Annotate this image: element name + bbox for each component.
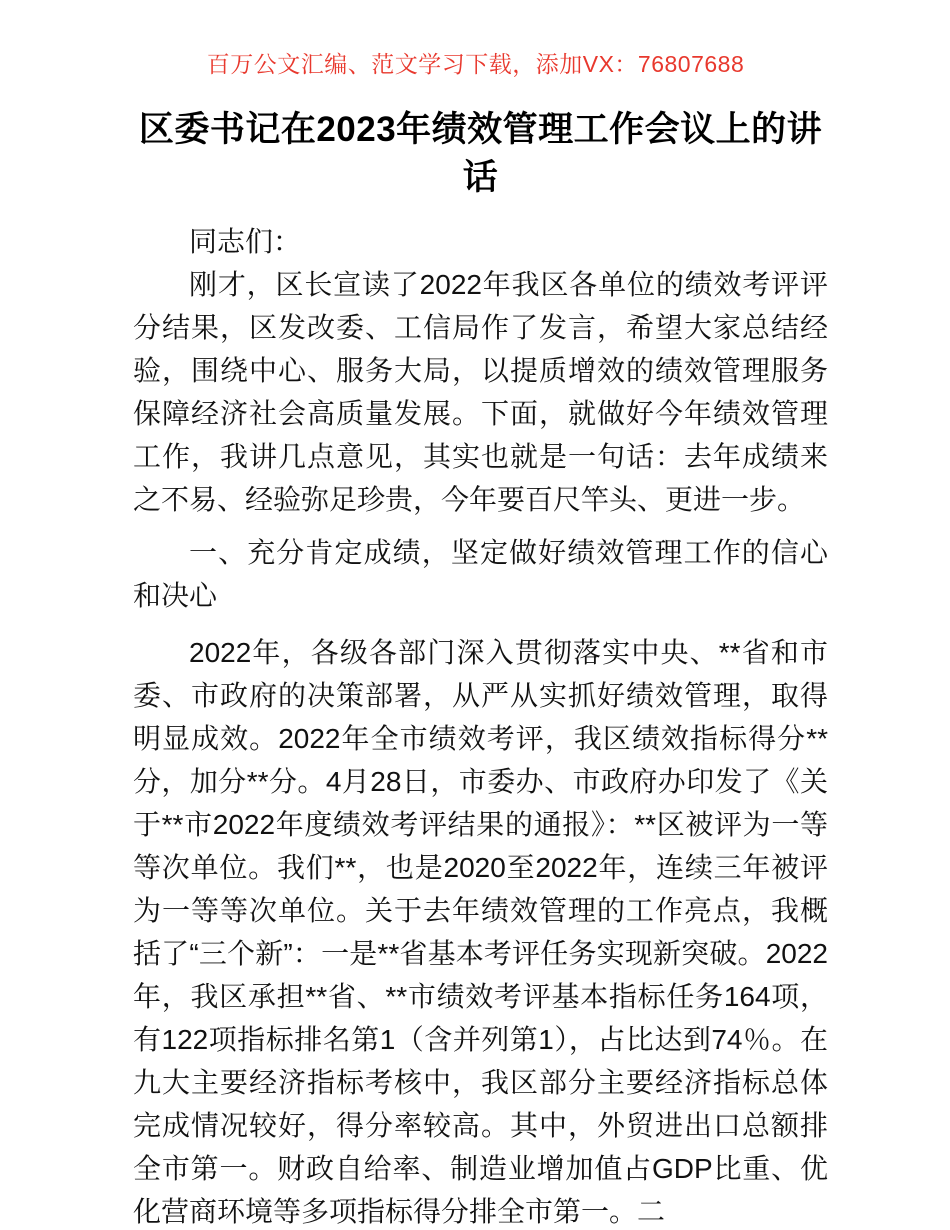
document-title: 区委书记在2023年绩效管理工作会议上的讲话 <box>138 110 823 197</box>
section-one-heading: 一、充分肯定成绩，坚定做好绩效管理工作的信心和决心 <box>133 537 828 611</box>
promo-banner: 百万公文汇编、范文学习下载，添加VX：76807688 <box>206 51 745 77</box>
intro-paragraph: 刚才，区长宣读了2022年我区各单位的绩效考评评分结果，区发改委、工信局作了发言，希望大家总结经验，围绕中心、服务大局，以提质增效的绩效管理服务保障经济社会高质量发展。下面，就做好今年绩效管理工作，我讲几点意见，其实也就是一句话：去年成绩来之不易、经验弥足珍贵，今年要百尺竿头、更进一步。 <box>133 269 828 515</box>
salutation-paragraph: 同志们： <box>189 226 302 257</box>
section-one-body-paragraph: 2022年，各级各部门深入贯彻落实中央、**省和市委、市政府的决策部署，从严从实抓好绩效管理，取得明显成效。2022年全市绩效考评，我区绩效指标得分**分，加分**分。4月28日，市委办、市政府办印发了《关于**市2022年度绩效考评结果的通报》：**区被评为一等等次单位。我们**，也是2020至2022年，连续三年被评为一等等次单位。关于去年绩效管理的工作亮点，我概括了“三个新”：一是**省基本考评任务实现新突破。2022年，我区承担**省、**市绩效考评基本指标任务164项，有122项指标排名第1（含并列第1），占比达到74％。在九大主要经济指标考核中，我区部分主要经济指标总体完成情况较好，得分率较高。其中，外贸进出口总额排全市第一。财政自给率、制造业增加值占GDP比重、优化营商环境等多项指标得分排全市第一。二 <box>133 637 828 1227</box>
